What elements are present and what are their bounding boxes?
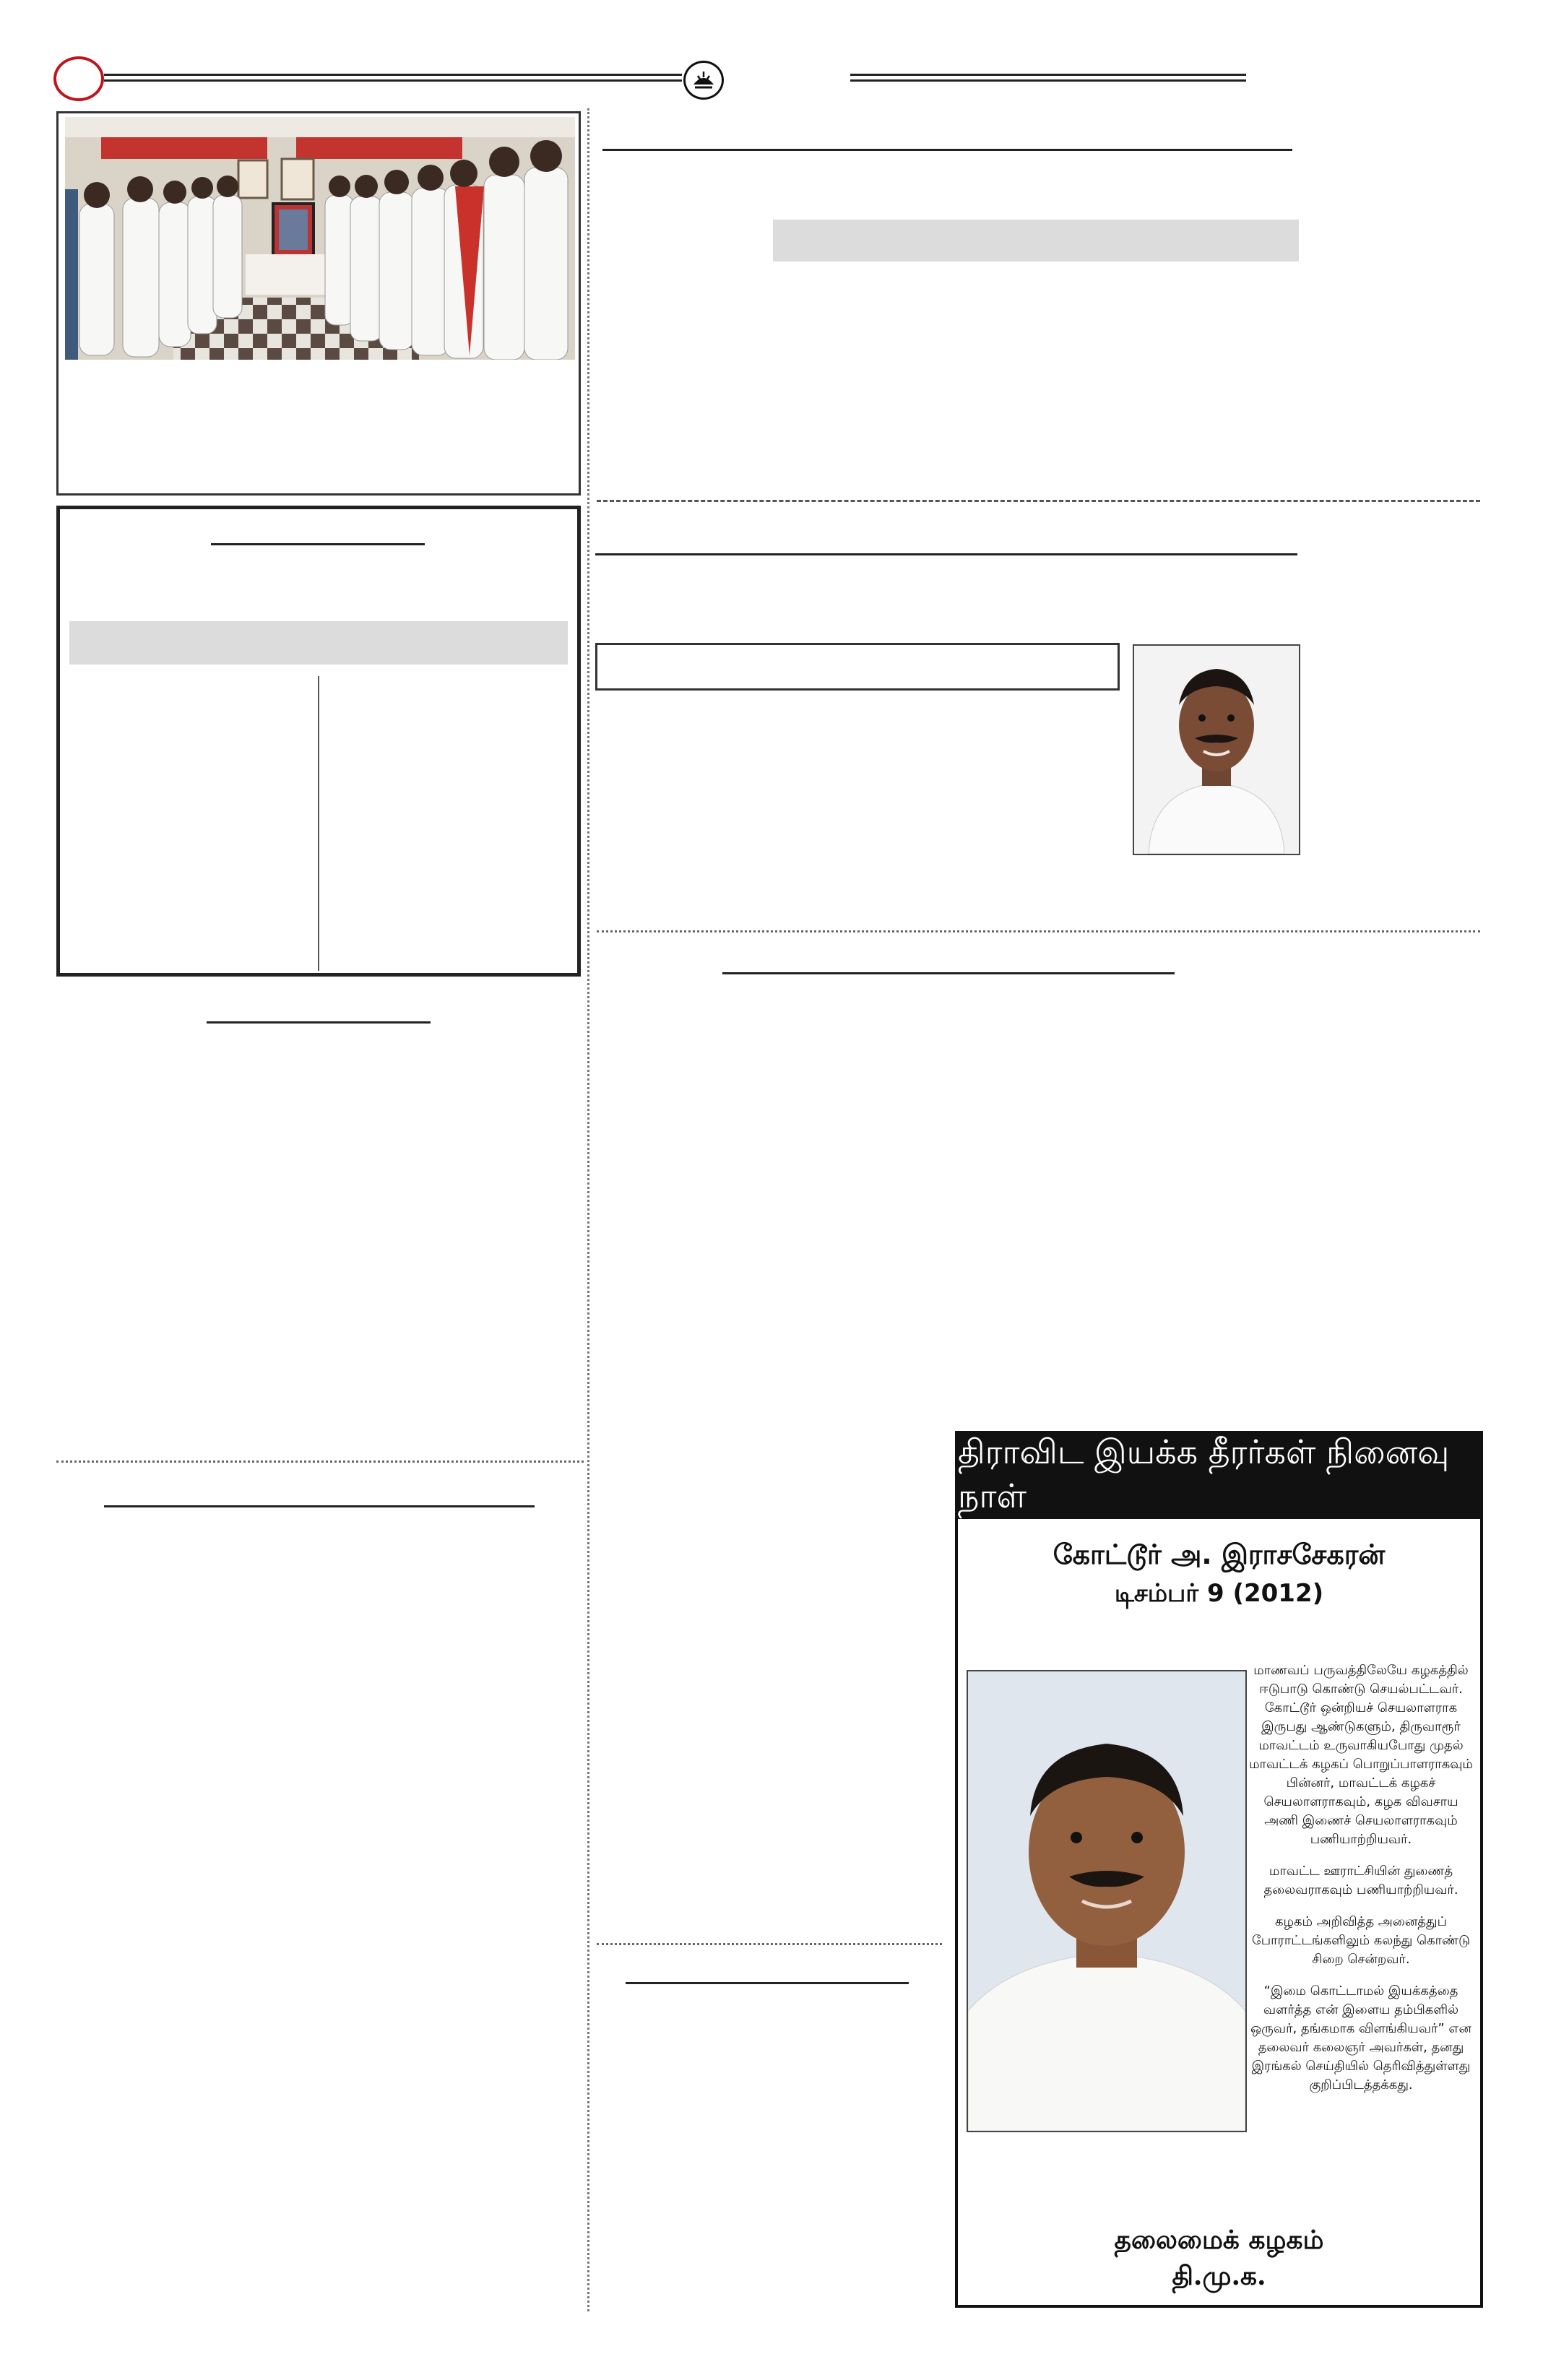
memorial-bio-paragraph-1: மாணவப் பருவத்திலேயே கழகத்தில் ஈடுபாடு கொண்டு செயல்பட்டவர். கோட்டூர் ஒன்றியச் செயலாளராக இருபது ஆண்டுகளும், திருவாரூர் மாவட்டம் உருவாகியபோது முதல் மாவட்டக் கழகப் பொறுப்பாளராகவும் பின்னர், மாவட்டக் கழகச் செயலாளராகவும், கழக விவசாய அணி இணைச் செயலாளராகவும் பணியாற்றியவர். [1249, 1663, 1473, 1847]
memorial-bio-paragraph-2: மாவட்ட ஊராட்சியின் துணைத் தலைவராகவும் பணியாற்றியவர். [1263, 1864, 1458, 1897]
right-article-2-subhead-box [595, 643, 1120, 691]
right-article-2-heading-rule [595, 553, 1297, 555]
right-article-2-separator [597, 930, 1480, 932]
right-article-separator [597, 500, 1480, 502]
memorial-bio-paragraph-3: கழகம் அறிவித்த அனைத்துப் போராட்டங்களிலும் கலந்து கொண்டு சிறை சென்றவர். [1251, 1914, 1471, 1967]
memorial-portrait-photo [967, 1670, 1247, 2132]
right-article-heading-rule [602, 149, 1292, 151]
left-article-heading-rule [207, 1021, 431, 1024]
memorial-signature-party: தி.மு.க. [1172, 2261, 1266, 2291]
column-separator [587, 108, 589, 2311]
portrait-photo-leader [1133, 644, 1300, 855]
left-box-divider [318, 676, 319, 971]
masthead-rule-left-top [104, 74, 682, 76]
memorial-date: டிசம்பர் 9 (2012) [1114, 1579, 1324, 1608]
memorial-bio-paragraph-4: “இமை கொட்டாமல் இயக்கத்தை வளர்த்த என் இளைய தம்பிகளில் ஒருவர், தங்கமாக விளங்கியவர்” என தலைவர் கலைஞர் அவர்கள், தனது இரங்கல் செய்தியில் தெரிவித்துள்ளது குறிப்பிடத்தக்கது. [1250, 1983, 1471, 2093]
memorial-person-name: கோட்டூர் அ. இராசசேகரன் [1053, 1539, 1386, 1570]
right-article-3-heading-rule [722, 972, 1175, 974]
memorial-signature-org: தலைமைக் கழகம் [1114, 2225, 1324, 2255]
group-photo [65, 117, 575, 360]
left-article-2-heading-rule [104, 1505, 535, 1507]
left-article-separator [56, 1461, 584, 1463]
rising-sun-emblem-icon [683, 61, 724, 100]
masthead-rule-right-bottom [850, 79, 1246, 82]
memorial-biography [1245, 1661, 1477, 2108]
masthead-rule-left-bottom [104, 79, 682, 82]
right-article-4-heading-rule [626, 1982, 909, 1984]
left-box-subhead-bar [69, 621, 568, 665]
left-box-heading-rule [211, 543, 425, 545]
memorial-heading: திராவிட இயக்க தீரர்கள் நினைவு நாள் [958, 1434, 1480, 1519]
masthead-rule-right-top [850, 74, 1246, 76]
page-number-circle [53, 56, 104, 101]
right-article-subhead-bar [773, 220, 1299, 261]
right-article-3-separator [597, 1943, 942, 1945]
